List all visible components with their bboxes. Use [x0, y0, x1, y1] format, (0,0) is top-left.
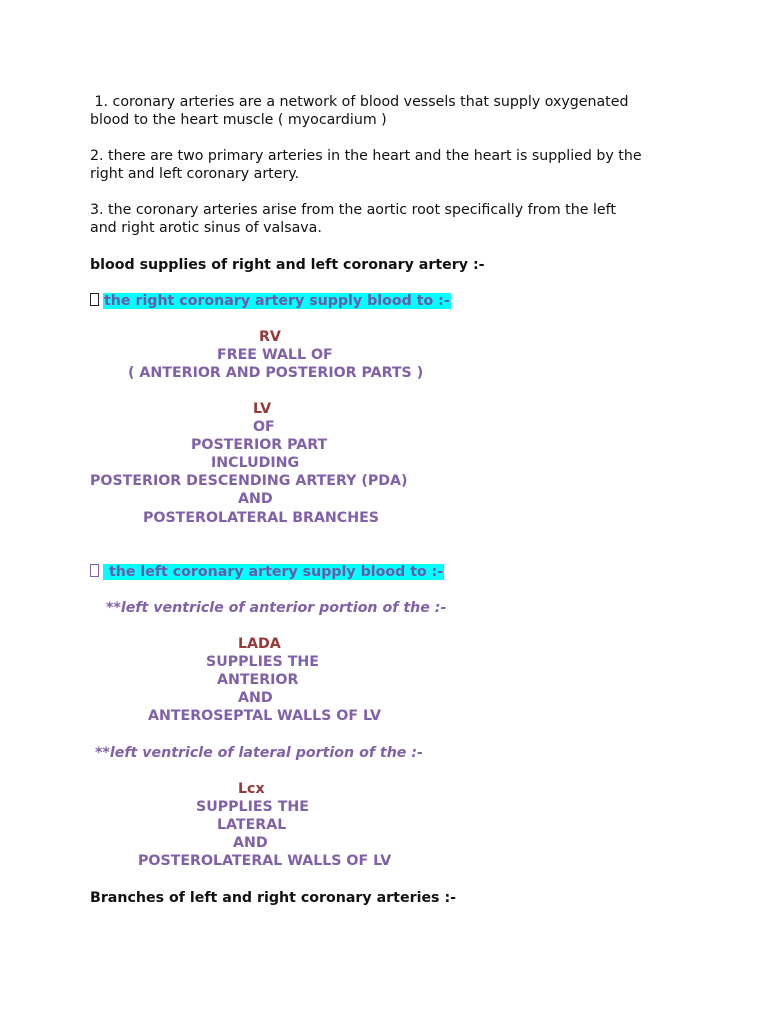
lada-label: LADA	[238, 636, 281, 652]
rca-heading-row	[90, 292, 451, 310]
paragraph-2-line-2: right and left coronary artery.	[90, 166, 300, 182]
lv-label: LV	[253, 401, 272, 417]
lcx-line-1: SUPPLIES THE	[196, 799, 309, 815]
lateral-portion-note: **left ventricle of lateral portion of the :-	[95, 745, 423, 761]
lv-line-6: POSTEROLATERAL BRANCHES	[143, 510, 379, 526]
rv-label: RV	[259, 329, 281, 345]
paragraph-3-line-1: 3. the coronary arteries arise from the aortic root specifically from the left	[90, 202, 616, 218]
lada-line-3: AND	[238, 690, 273, 706]
branches-heading: Branches of left and right coronary arteries :-	[90, 890, 457, 906]
lca-heading-row	[90, 563, 444, 581]
lada-line-1: SUPPLIES THE	[206, 654, 319, 670]
anterior-portion-note: **left ventricle of anterior portion of the :-	[106, 600, 447, 616]
rv-line-1: FREE WALL OF	[217, 347, 333, 363]
paragraph-3-line-2: and right arotic sinus of valsava.	[90, 220, 322, 236]
lv-line-3: INCLUDING	[211, 455, 300, 471]
checkbox-bullet-icon	[90, 293, 99, 306]
rca-heading: the right coronary artery supply blood to :-	[104, 293, 450, 309]
lv-line-5: AND	[238, 491, 273, 507]
checkbox-bullet-icon	[90, 564, 99, 577]
lcx-line-2: LATERAL	[217, 817, 287, 833]
paragraph-1-line-2: blood to the heart muscle ( myocardium )	[90, 112, 387, 128]
lv-line-1: OF	[253, 419, 275, 435]
lada-line-4: ANTEROSEPTAL WALLS OF LV	[148, 708, 382, 724]
rv-line-2: ( ANTERIOR AND POSTERIOR PARTS )	[128, 365, 424, 381]
paragraph-1-line-1: 1. coronary arteries are a network of blood vessels that supply oxygenated	[90, 94, 629, 110]
lcx-line-3: AND	[233, 835, 268, 851]
lcx-label: Lcx	[238, 781, 265, 797]
lcx-line-4: POSTEROLATERAL WALLS OF LV	[138, 853, 392, 869]
lv-line-2: POSTERIOR PART	[191, 437, 328, 453]
blood-supplies-heading: blood supplies of right and left coronary artery :-	[90, 257, 485, 273]
lada-line-2: ANTERIOR	[217, 672, 299, 688]
lv-line-4: POSTERIOR DESCENDING ARTERY (PDA)	[90, 473, 408, 489]
paragraph-2-line-1: 2. there are two primary arteries in the heart and the heart is supplied by the	[90, 148, 642, 164]
lca-heading: the left coronary artery supply blood to :-	[104, 564, 444, 580]
